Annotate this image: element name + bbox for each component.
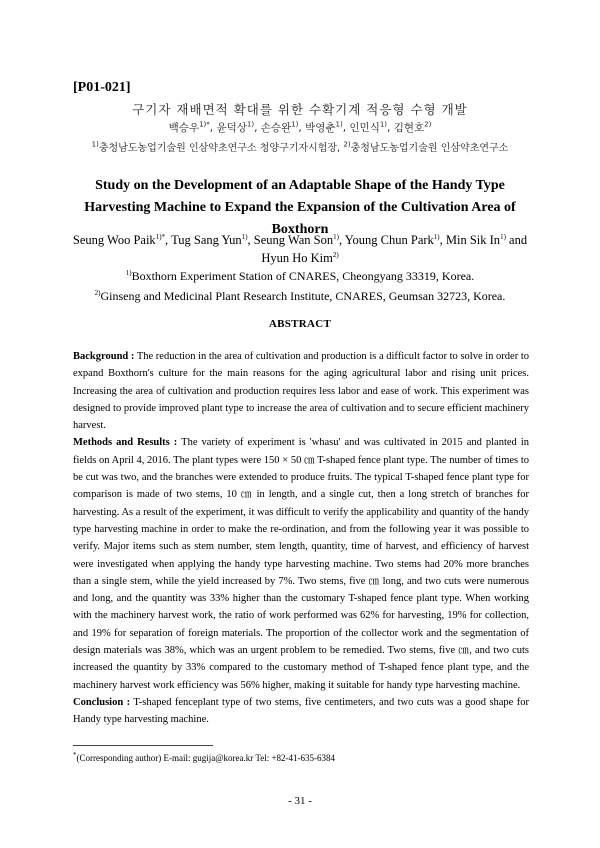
author-mark: 1) <box>333 232 339 241</box>
english-affiliation-2: Ginseng and Medicinal Plant Research Institute, CNARES, Geumsan 32723, Korea. <box>100 289 506 303</box>
english-authors: Seung Woo Paik$^{1)*}$, Tug Sang Yun$^{1)}$, Seung Wan Son$^{1)}$, Young Chun Park$^{1)}$, Min Sik In$^{1)}$ and Hyun Ho Kim$^{2)}$ <box>72 232 528 265</box>
methods-text: The variety of experiment is 'whasu' and was cultivated in 2015 and planted in fields on April 4, 2016. The plant types were 150 × 50 ㎝ T-shaped fence plant type. The number of times to be cut was two, and the branches were extended to produce fruits. The typical T-shaped fence plant type for comparison is made of two stems, 10 ㎝ in length, and a single cut, then a long stretch of branches for harvesting. As a result of the experiment, it was difficult to verify the applicability and quantity of the handy type harvesting machine in order to make the re-ordination, and from the following year it was possible to verify. Major items such as stem number, stem length, quantity, time of harvest, and efficiency of harvest were investigated when applying the handy type harvesting machine. Two stems had 20% more branches than a single stem, while the yield increased by 7%. Two stems, five ㎝ long, and two cuts were numerous and long, and the quantity was 33% higher than the customary T-shaped fence plant type. When working with the machinery harvest work, the ratio of work performed was 62% for harvesting, 19% for collection, and 19% for separation of foreign materials. The proportion of the collector work and the segmentation of design materials was 38%, which was an urgent problem to be remedied. Two stems, five ㎝, and two cuts increased the quantity by 33% compared to the customary method of T-shaped fence plant type, and the machinery harvest work efficiency was 56% higher, making it suitable for handy type harvesting machine. <box>73 437 530 691</box>
abstract-body <box>73 348 529 729</box>
affiliation-mark: 1) <box>91 140 99 149</box>
english-author: Tug Sang Yun <box>171 233 242 247</box>
background-text: The reduction in the area of cultivation and production is a difficult factor to solve in order to expand Boxthorn's culture for the main reasons for the aging agricultural labor and rising unit prices. Increasing the area of cultivation and production requires less labor and ease of work. This experiment was designed to provide improved plant type to increase the area of cultivation and to secure efficient machinery harvest. <box>73 351 530 432</box>
korean-author: 김현호 <box>393 122 425 134</box>
author-mark: 1) <box>291 120 299 129</box>
korean-affiliation-2: 충청남도농업기술원 인삼약초연구소 <box>350 143 509 154</box>
background-label: Background : <box>73 351 135 362</box>
affiliation-mark: 2) <box>343 140 351 149</box>
conclusion-paragraph <box>73 694 529 729</box>
korean-author: 윤덕상 <box>216 122 247 134</box>
abstract-heading: ABSTRACT <box>268 318 332 330</box>
footnote-divider <box>73 745 213 746</box>
background-paragraph <box>73 348 529 434</box>
korean-author: 손승완 <box>260 122 292 134</box>
korean-author: 박영춘 <box>305 122 336 134</box>
korean-author: 인민식 <box>349 122 380 134</box>
author-mark: 1) <box>335 120 343 129</box>
author-mark: 1) <box>246 120 255 129</box>
korean-title: 구기자 재배면적 확대를 위한 수확기계 적응형 수형 개발 <box>132 102 468 117</box>
footnote-mark: * <box>73 751 77 759</box>
conclusion-text: T-shaped fenceplant type of two stems, five centimeters, and two cuts was a good shape for Handy type harvesting machine. <box>73 696 530 726</box>
author-mark: 1) <box>500 232 506 241</box>
affiliation-mark: 1) <box>125 269 132 277</box>
english-affiliation-2-line <box>0 289 600 304</box>
korean-affiliations <box>0 139 600 154</box>
author-mark: 1) <box>433 232 440 241</box>
korean-author: 백승우 <box>168 122 200 134</box>
author-mark: 2) <box>424 120 432 129</box>
english-author: Young Chun Park <box>344 233 434 247</box>
korean-affiliation-1: 충청남도농업기술원 인삼약초연구소 청양구기자시험장, <box>98 143 344 154</box>
english-author: Hyun Ho Kim <box>261 251 333 265</box>
english-author: Min Sik In <box>445 233 501 247</box>
page-number: - 31 - <box>288 795 312 807</box>
english-affiliation-1: Boxthorn Experiment Station of CNARES, Cheongyang 33319, Korea. <box>131 269 475 283</box>
author-mark: 1) <box>379 120 388 129</box>
footnote-text: (Corresponding author) E-mail: gugija@korea.kr Tel: +82-41-635-6384 <box>76 753 336 763</box>
footnote <box>73 753 335 763</box>
english-author: Seung Wan Son <box>253 233 334 247</box>
affiliation-mark: 2) <box>94 289 101 297</box>
english-title: Study on the Development of an Adaptable Shape of the Handy Type Harvesting Machine to Expand the Expansion of the Cultivation Area of Boxthorn <box>84 178 516 237</box>
author-mark: 2) <box>332 250 339 259</box>
conclusion-label: Conclusion : <box>73 696 131 708</box>
methods-paragraph <box>73 434 529 693</box>
author-mark: 1)* <box>199 120 210 129</box>
poster-code: [P01-021] <box>73 80 131 95</box>
english-affiliation-1-line <box>0 269 600 284</box>
korean-authors: 백승우$^{1)*}$, 윤덕상$^{1)}$, 손승완$^{1)}$, 박영춘$^{1)}$, 인민식$^{1)}$, 김현호$^{2)}$ <box>168 120 432 134</box>
author-mark: 1) <box>241 232 248 241</box>
english-author: Seung Woo Paik <box>72 233 156 247</box>
methods-label: Methods and Results : <box>73 437 178 449</box>
author-mark: 1)* <box>155 232 166 241</box>
